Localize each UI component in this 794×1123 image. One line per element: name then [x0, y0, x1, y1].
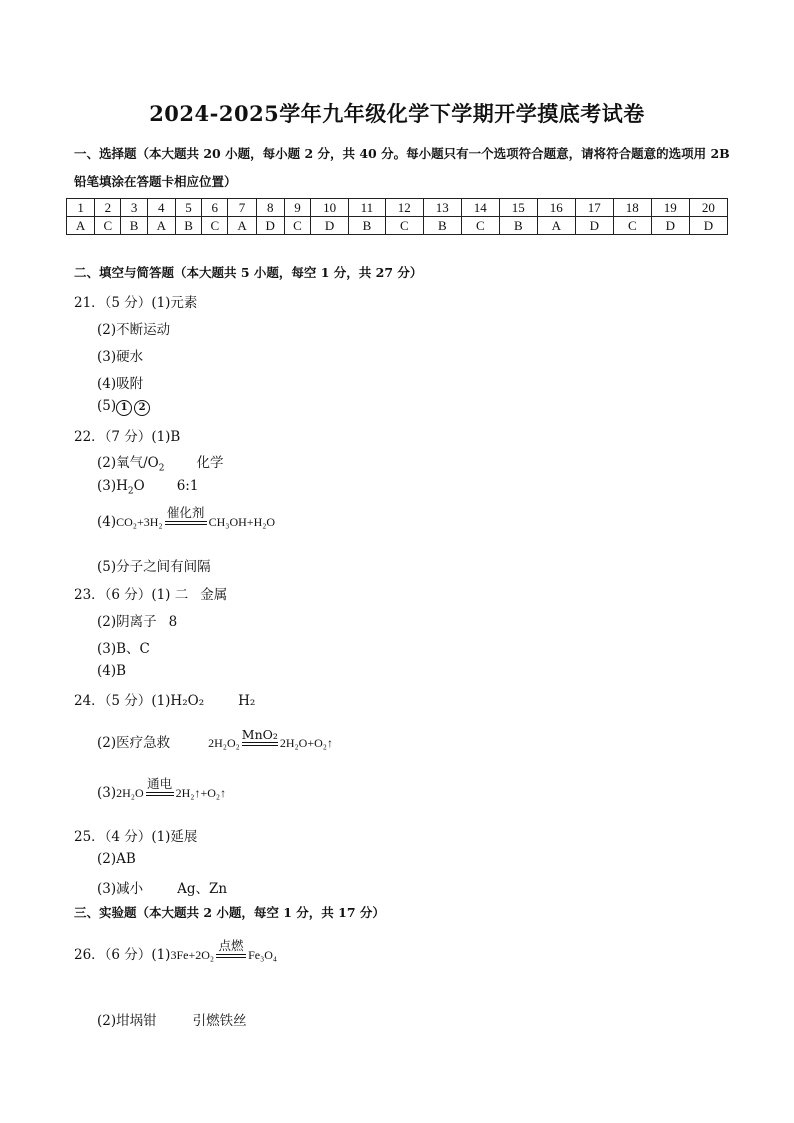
answer-cell: B [423, 217, 461, 235]
q23-part-2a: (2)阴离子 [97, 614, 157, 630]
question-number-cell: 13 [423, 199, 461, 217]
answer-cell: B [121, 217, 147, 235]
question-number-cell: 12 [385, 199, 423, 217]
q23-line-1 [74, 583, 227, 603]
q25-part-1: (1)延展 [151, 829, 198, 845]
q26-part-2a: (2)坩埚钳 [97, 1013, 157, 1029]
answer-cell: B [175, 217, 201, 235]
answer-cell: D [575, 217, 613, 235]
q23-label: 23．（6 分） [74, 587, 152, 603]
q26-label: 26．（6 分） [74, 947, 152, 963]
q21-part-4: (4)吸附 [97, 376, 144, 392]
q24-line-1 [74, 689, 255, 709]
q23-part-1b: 金属 [200, 587, 228, 603]
circled-number-2: 2 [134, 400, 150, 416]
answer-cell: C [385, 217, 423, 235]
question-number-cell: 10 [311, 199, 349, 217]
circled-number-1: 1 [116, 400, 132, 416]
answer-cell: B [349, 217, 386, 235]
q22-part-2a-sub: 2 [158, 463, 165, 474]
q22-part-2b: 化学 [196, 455, 224, 471]
section-3-heading: 三、实验题（本大题共 2 小题，每空 1 分，共 17 分） [74, 905, 385, 920]
q24-part-1b: H₂ [238, 693, 256, 709]
question-number-cell: 11 [349, 199, 386, 217]
q26-condition-text: 点燃 [218, 938, 244, 953]
question-number-cell: 15 [499, 199, 537, 217]
double-arrow-line [146, 792, 174, 796]
q22-label: 22．（7 分） [74, 429, 152, 445]
q24-equation-3-right: 2H₂↑+O₂↑ [175, 786, 227, 800]
question-number-cell: 14 [461, 199, 499, 217]
q26-equation-left: 3Fe+2O₂ [170, 948, 215, 962]
q24-condition-3-text: 通电 [147, 776, 173, 791]
question-number-cell: 9 [284, 199, 310, 217]
question-number-cell: 5 [175, 199, 201, 217]
q24-condition-2-text: MnO₂ [241, 727, 278, 742]
section-2-heading: 二、填空与简答题（本大题共 5 小题，每空 1 分，共 27 分） [74, 265, 423, 280]
q24-part-2a: (2)医疗急救 [97, 735, 171, 751]
q26-part-2 [97, 1009, 247, 1029]
q26-equation-right: Fe₃O₄ [248, 948, 278, 962]
q22-part-3a-sub: 2 [127, 486, 134, 497]
q23-part-4: (4)B [97, 663, 127, 679]
q21-line-1 [74, 291, 197, 311]
q21-part-1: (1)元素 [151, 295, 198, 311]
double-arrow-line [242, 742, 278, 746]
page-title: 2024-2025学年九年级化学下学期开学摸底考试卷 [149, 101, 645, 126]
section-1-heading: 一、选择题（本大题共 20 小题，每小题 2 分，共 40 分。每小题只有一个选项符合题意，请将符合题意的选项用 2B 铅笔填涂在答题卡相应位置） [74, 146, 730, 189]
q26-line-1 [74, 938, 278, 963]
q22-part-1: (1)B [151, 429, 181, 445]
q25-part-3a: (3)减小 [97, 881, 144, 897]
question-number-cell: 6 [202, 199, 228, 217]
q21-part-3: (3)硬水 [97, 349, 144, 365]
answer-table-number-row [67, 199, 728, 217]
answer-cell: C [461, 217, 499, 235]
q24-part-3-prefix: (3) [97, 785, 117, 801]
answer-table-answer-row [67, 217, 728, 235]
answer-cell: A [147, 217, 175, 235]
answer-cell: A [537, 217, 575, 235]
reaction-condition [144, 776, 176, 801]
answer-cell: C [284, 217, 310, 235]
question-number-cell: 3 [121, 199, 147, 217]
q25-part-2: (2)AB [97, 851, 136, 867]
q24-equation-2-left: 2H₂O₂ [208, 736, 240, 750]
q22-part-3b: 6:1 [176, 478, 199, 494]
q22-part-3a-tail: O [133, 478, 145, 494]
answer-cell: B [499, 217, 537, 235]
q22-equation-left: CO₂+3H₂ [116, 515, 163, 529]
q23-part-1a: (1) 二 [151, 587, 189, 603]
q24-part-2 [97, 727, 333, 751]
answer-cell: C [202, 217, 228, 235]
q22-part-2a: (2)氧气/O [97, 455, 159, 471]
question-number-cell: 7 [228, 199, 256, 217]
q22-condition-text: 催化剂 [166, 505, 205, 520]
answer-cell: C [95, 217, 121, 235]
question-number-cell: 8 [256, 199, 284, 217]
q23-part-2 [97, 610, 177, 630]
answer-table [66, 198, 728, 235]
q21-part-5 [97, 398, 152, 416]
q25-line-1 [74, 825, 197, 845]
q21-part-5-prefix: (5) [97, 398, 117, 414]
question-number-cell: 19 [651, 199, 689, 217]
answer-cell: D [256, 217, 284, 235]
q24-label: 24．（5 分） [74, 693, 152, 709]
question-number-cell: 18 [613, 199, 651, 217]
q26-part-2b: 引燃铁丝 [192, 1013, 247, 1029]
answer-cell: D [651, 217, 689, 235]
question-number-cell: 20 [689, 199, 727, 217]
q23-part-2b: 8 [168, 614, 178, 630]
q25-label: 25．（4 分） [74, 829, 152, 845]
question-number-cell: 4 [147, 199, 175, 217]
q21-label: 21．（5 分） [74, 295, 152, 311]
q22-line-1 [74, 425, 180, 445]
q25-part-3b: Ag、Zn [177, 881, 228, 897]
question-number-cell: 2 [95, 199, 121, 217]
question-number-cell: 17 [575, 199, 613, 217]
q21-part-2: (2)不断运动 [97, 322, 171, 338]
answer-cell: D [311, 217, 349, 235]
q22-part-3a: (3)H [97, 478, 128, 494]
answer-cell: D [689, 217, 727, 235]
q22-part-5: (5)分子之间有间隔 [97, 559, 211, 575]
double-arrow-line [165, 521, 207, 525]
reaction-condition [214, 938, 248, 963]
q22-equation-right: CH₃OH+H₂O [208, 515, 276, 529]
answer-cell: A [67, 217, 95, 235]
q24-equation-2-right: 2H₂O+O₂↑ [279, 736, 333, 750]
question-number-cell: 1 [67, 199, 95, 217]
reaction-condition [163, 505, 209, 530]
question-number-cell: 16 [537, 199, 575, 217]
reaction-condition [240, 727, 280, 751]
double-arrow-line [216, 954, 246, 958]
q23-part-3: (3)B、C [97, 641, 150, 657]
q24-equation-3-left: 2H₂O [116, 786, 144, 800]
q24-part-3 [97, 776, 227, 801]
answer-cell: A [228, 217, 256, 235]
answer-cell: C [613, 217, 651, 235]
q22-part-4-prefix: (4) [97, 514, 117, 530]
q26-part-1-prefix: (1) [151, 947, 171, 963]
q22-part-2 [97, 451, 223, 474]
q22-part-4 [97, 505, 276, 530]
q24-part-1a: (1)H₂O₂ [151, 693, 205, 709]
q22-part-3 [97, 478, 198, 497]
q25-part-3 [97, 877, 227, 897]
